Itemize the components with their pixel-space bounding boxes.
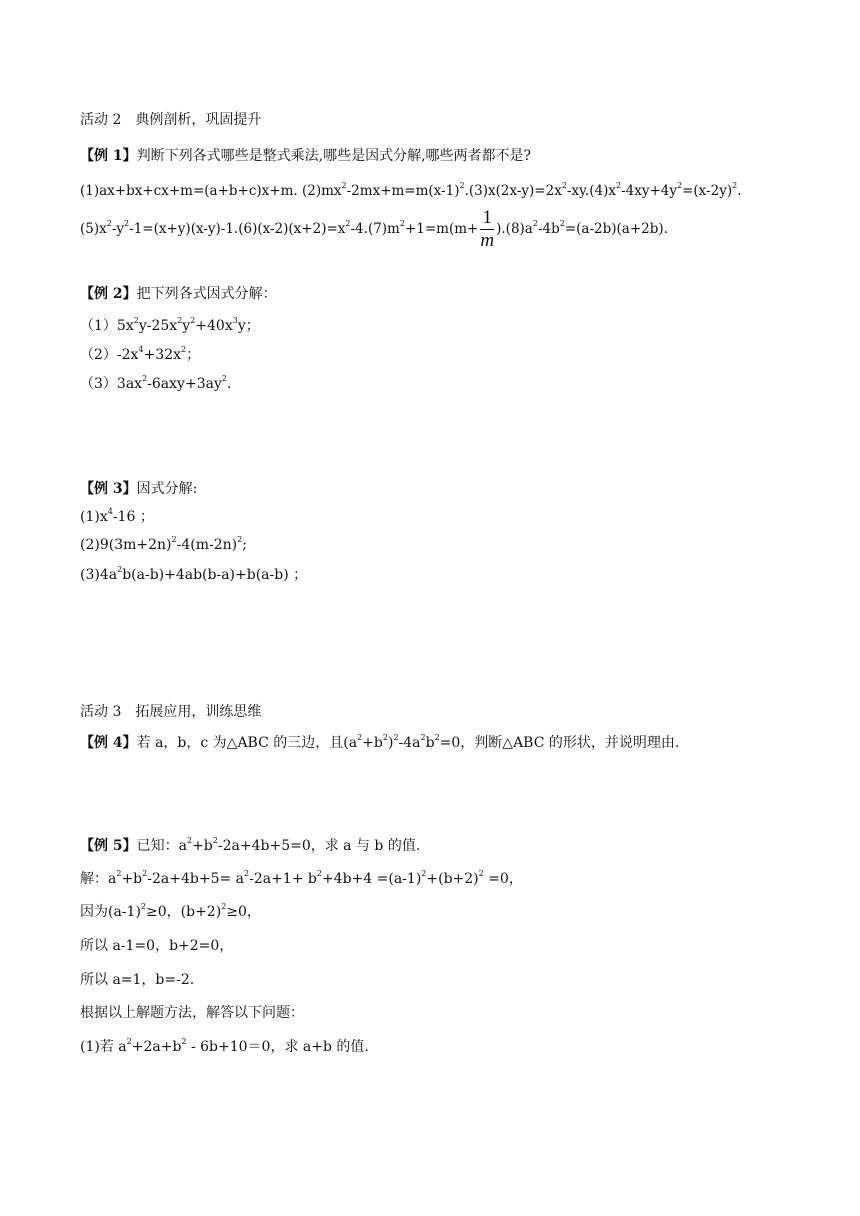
example-4-tag: 【例 4】 bbox=[80, 735, 137, 751]
example-1-tag: 【例 1】 bbox=[80, 148, 137, 164]
example-2-item-1: $(1)5x^2y-25x^2y^2+40x^3y$； bbox=[80, 316, 260, 334]
example-3-text: 因式分解: bbox=[136, 481, 198, 497]
example-1-question bbox=[80, 146, 531, 166]
example-2-item-2: $(2)-2x^4+32x^2$； bbox=[80, 345, 201, 363]
example-5-subquestion-1: (1)若 $a^2+2a+b^2 - 6b+10=0$，求 a+b 的值. bbox=[80, 1037, 369, 1055]
example-3-tag: 【例 3】 bbox=[80, 481, 137, 497]
example-3-question bbox=[80, 479, 197, 499]
eq-1: (1)ax+bx+cx+m=(a+b+c)x+m. bbox=[80, 183, 298, 199]
eq-3: $(3)x(2x-y)=2x^2-xy$. bbox=[468, 181, 590, 199]
eq-7: $(7)m^2+1=m(m+$ $\frac{1}{m}$ ). bbox=[367, 207, 506, 251]
eq-6: $(6)(x-2)(x+2)=x^2-4$. bbox=[238, 219, 368, 237]
example-2-text: 把下列各式因式分解： bbox=[136, 286, 277, 302]
example-3-item-1: $(1)x^4-16$ ； bbox=[80, 507, 154, 525]
eq-8: $(8)a^2-4b^2=(a-2b)(a+2b)$. bbox=[505, 219, 668, 237]
example-5-because: 因为$(a-1)^2\ge 0$，$(b+2)^2\ge 0$， bbox=[80, 902, 261, 920]
activity-2-heading: 活动 2 典例剖析，巩固提升 bbox=[80, 112, 262, 128]
example-3-item-2: $(2)9(3m+2n)^2-4(m-2n)^2$; bbox=[80, 535, 247, 553]
eq-4: $(4)x^2-4xy+4y^2=(x-2y)^2$. bbox=[589, 181, 742, 199]
example-4-question: 【例 4】若 a，b，c 为△ABC 的三边，且$(a^2+b^2)^2-4a^2b^2=0$，判断△ABC 的形状，并说明理由. bbox=[80, 733, 680, 751]
fraction-1-over-m: $\frac{1}{m}$ bbox=[480, 207, 495, 251]
example-2-item-3: $(3)3ax^2-6axy+3ay^2$. bbox=[80, 374, 232, 392]
example-5-therefore-1: 所以 a-1=0，b+2=0， bbox=[80, 938, 234, 954]
example-2-question bbox=[80, 284, 277, 304]
example-5-prompt: 根据以上解题方法，解答以下问题： bbox=[80, 1005, 304, 1021]
example-1-text: 判断下列各式哪些是整式乘法,哪些是因式分解,哪些两者都不是? bbox=[136, 148, 532, 164]
activity-3-heading: 活动 3 拓展应用，训练思维 bbox=[80, 704, 262, 720]
example-5-question: 【例 5】已知：$a^2+b^2-2a+4b+5=0$，求 a 与 b 的值. bbox=[80, 836, 421, 854]
example-1-row-2 bbox=[80, 206, 668, 252]
example-2-tag: 【例 2】 bbox=[80, 286, 137, 302]
eq-5: $(5)x^2-y^2-1=(x+y)(x-y)-1$. bbox=[80, 219, 239, 237]
example-5-solution: 解：$a^2+b^2-2a+4b+5= a^2-2a+1+ b^2+4b+4 =(a-1)^2+(b+2)^2 =0$， bbox=[80, 869, 523, 887]
example-5-tag: 【例 5】 bbox=[80, 838, 137, 854]
example-5-therefore-2: 所以 a=1，b=-2. bbox=[80, 972, 195, 988]
example-1-row-1 bbox=[80, 181, 741, 201]
example-3-item-3: $(3)4a^2b(a-b)+4ab(b-a)+b(a-b)$ ； bbox=[80, 565, 308, 583]
eq-2: $(2)mx^2-2mx+m=m(x-1)^2$. bbox=[301, 181, 469, 199]
